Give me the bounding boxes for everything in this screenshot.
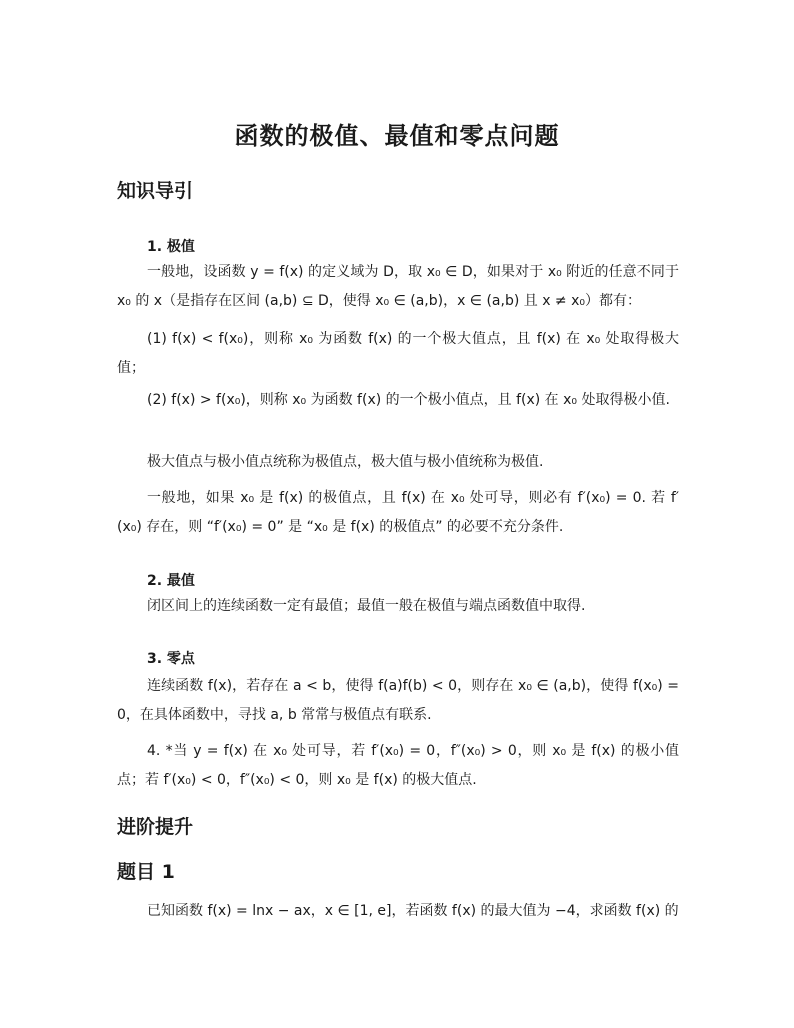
- paragraph-zero-point: 连续函数 f(x)，若存在 a < b，使得 f(a)f(b) < 0，则存在 x₀ ∈ (a,b)，使得 f(x₀) = 0，在具体函数中，寻找 a, b 常常与极值点有联系.: [117, 678, 679, 723]
- section-heading-knowledge: 知识导引: [117, 180, 194, 202]
- heading-extremum: 1. 极值: [147, 239, 195, 255]
- paragraph-derivative-condition: 一般地，如果 x₀ 是 f(x) 的极值点，且 f(x) 在 x₀ 处可导，则必有 f′(x₀) = 0. 若 f′(x₀) 存在，则 “f′(x₀) = 0” 是 “x₀ 是 f(x) 的极值点” 的必要不充分条件.: [117, 490, 679, 535]
- problem-heading: 题目 1: [117, 861, 175, 883]
- paragraph-local-minimum: (2) f(x) > f(x₀)，则称 x₀ 为函数 f(x) 的一个极小值点，且 f(x) 在 x₀ 处取得极小值.: [147, 392, 670, 408]
- paragraph-local-maximum: (1) f(x) < f(x₀)，则称 x₀ 为函数 f(x) 的一个极大值点，且 f(x) 在 x₀ 处取得极大值；: [117, 331, 679, 376]
- paragraph-extremum-definition: 一般地，设函数 y = f(x) 的定义域为 D，取 x₀ ∈ D，如果对于 x₀ 附近的任意不同于 x₀ 的 x（是指存在区间 (a,b) ⊆ D，使得 x₀ ∈ (a,b)，x ∈ (a,b) 且 x ≠ x₀）都有：: [117, 264, 679, 309]
- paragraph-extremum-summary: 极大值点与极小值点统称为极值点，极大值与极小值统称为极值.: [147, 454, 544, 470]
- page-title: 函数的极值、最值和零点问题: [234, 122, 560, 150]
- paragraph-problem-1: 已知函数 f(x) = lnx − ax，x ∈ [1, e]，若函数 f(x) 的最大值为 −4，求函数 f(x) 的: [147, 903, 679, 919]
- heading-zero-point: 3. 零点: [147, 651, 195, 667]
- paragraph-maximum-value: 闭区间上的连续函数一定有最值；最值一般在极值与端点函数值中取得.: [147, 598, 586, 614]
- section-heading-advanced: 进阶提升: [117, 816, 194, 838]
- heading-maximum-value: 2. 最值: [147, 573, 195, 589]
- paragraph-second-derivative: 4. *当 y = f(x) 在 x₀ 处可导，若 f′(x₀) = 0，f″(x₀) > 0，则 x₀ 是 f(x) 的极小值点；若 f′(x₀) < 0，f″(x₀) < 0，则 x₀ 是 f(x) 的极大值点.: [117, 743, 679, 788]
